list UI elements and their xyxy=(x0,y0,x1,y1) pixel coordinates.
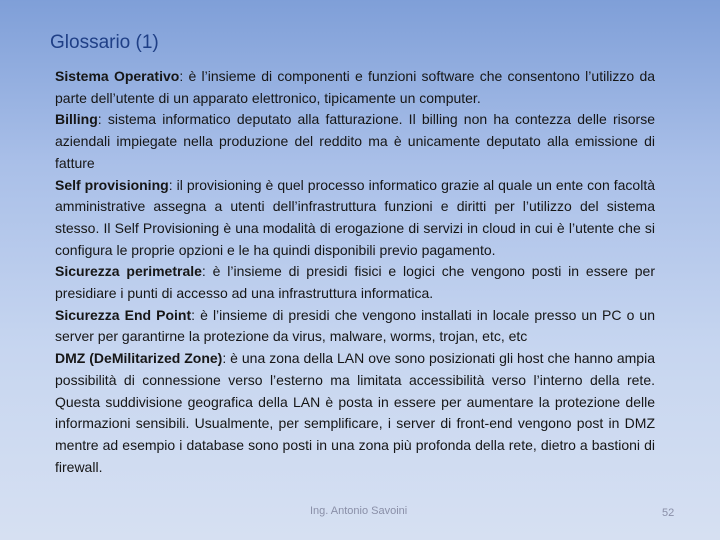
glossary-term: Sicurezza End Point xyxy=(55,306,192,323)
glossary-definition: è l’insieme di presidi che vengono installati in locale presso un PC o un server per garantirne la protezione da virus, malware, worms, trojan, etc, etc xyxy=(55,306,655,345)
term-separator: : xyxy=(201,263,213,280)
slide-title: Glossario (1) xyxy=(50,32,159,53)
glossary-entry xyxy=(55,305,655,348)
term-separator: : xyxy=(191,306,201,323)
glossary-content xyxy=(55,66,655,478)
glossary-entry xyxy=(55,175,655,262)
term-separator: : xyxy=(222,350,231,367)
glossary-definition: sistema informatico deputato alla fatturazione. Il billing non ha contezza delle risorse aziendali impiegate nella produzione del reddito ma è unicamente deputato alla emissione di fatture xyxy=(55,111,655,171)
footer-author: Ing. Antonio Savoini xyxy=(310,505,408,517)
glossary-entry xyxy=(55,261,655,304)
term-separator: : xyxy=(179,68,189,84)
page-number: 52 xyxy=(662,507,675,519)
term-separator: : xyxy=(168,176,177,193)
glossary-definition: il provisioning è quel processo informatico grazie al quale un ente con facoltà amministrative assegna a utenti dell’infrastruttura funzioni e diritti per l’utilizzo del sistema stesso. Il Self Provisioning è una modalità di erogazione di servizi in cloud in cui è l’utente che si configura le proprie opzioni e le ha quindi disponibili previo pagamento. xyxy=(55,176,656,258)
glossary-term: Sistema Operativo xyxy=(55,68,180,84)
glossary-entry xyxy=(55,109,655,174)
glossary-entry xyxy=(55,348,655,478)
glossary-entry xyxy=(55,66,655,109)
glossary-definition: è una zona della LAN ove sono posizionati gli host che hanno ampia possibilità di connessione verso l’esterno ma limitata accessibilità verso l’interno della rete. Questa suddivisione geografica della LAN è posta in essere per aumentare la protezione delle informazioni sensibili. Usualmente, per semplificare, i server di front-end vengono post in DMZ mentre ad esempio i database sono posti in una zona più profonda della rete, dietro a bastioni di firewall. xyxy=(55,350,655,475)
glossary-term: Self provisioning xyxy=(55,176,169,193)
glossary-definition: è l’insieme di componenti e funzioni software che consentono l’utilizzo da parte dell’utente di un apparato elettronico, tipicamente un computer. xyxy=(55,68,656,106)
glossary-term: DMZ (DeMilitarized Zone) xyxy=(55,350,223,367)
glossary-term: Billing xyxy=(55,111,98,128)
glossary-definition: è l’insieme di presidi fisici e logici che vengono posti in essere per presidiare i punti di accesso ad una infrastruttura informatica. xyxy=(55,263,655,302)
glossary-term: Sicurezza perimetrale xyxy=(55,263,202,280)
term-separator: : xyxy=(97,111,108,128)
